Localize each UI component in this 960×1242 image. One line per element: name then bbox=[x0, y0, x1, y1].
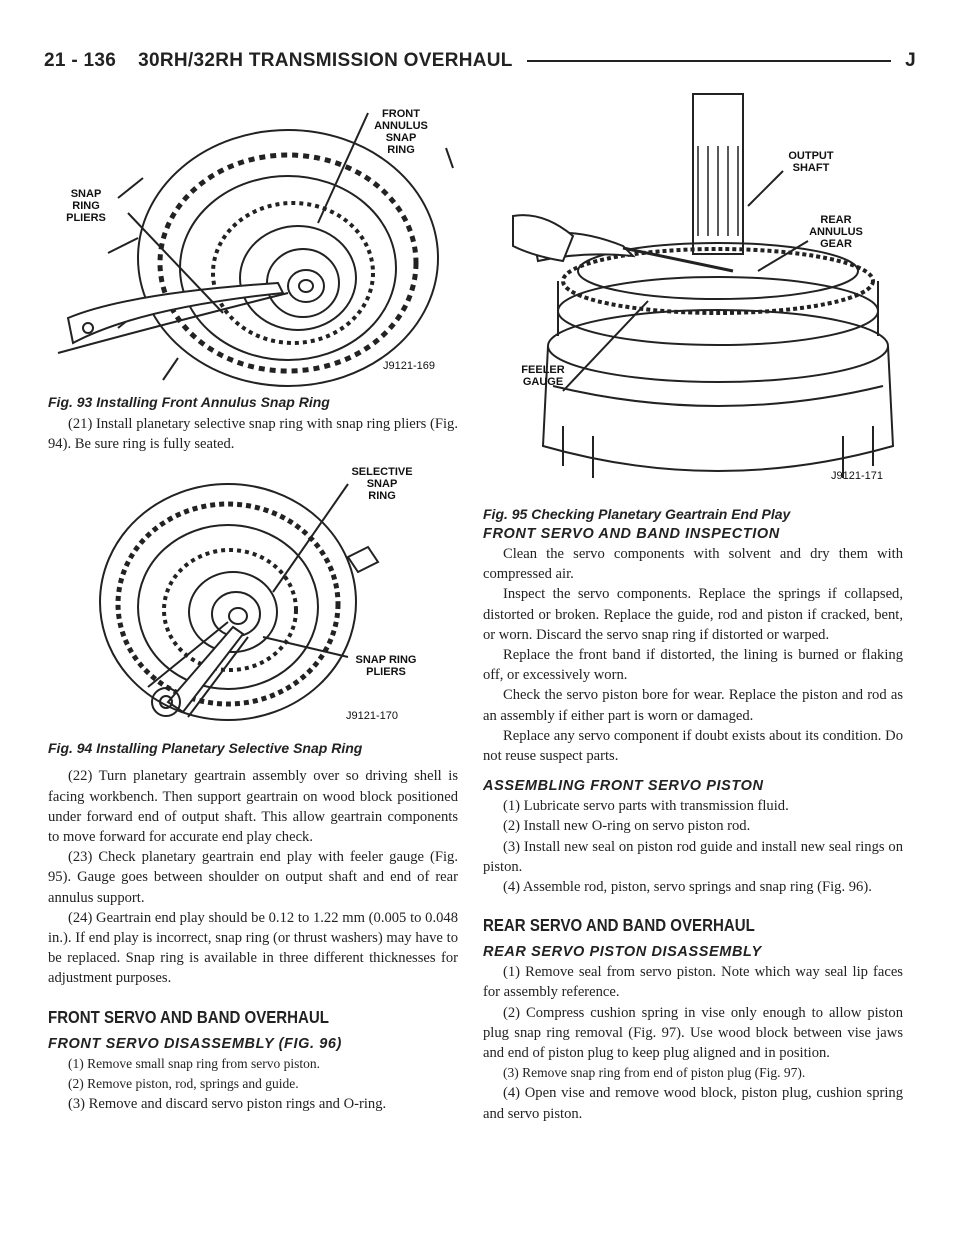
label-snap-ring-pliers: SNAP RING PLIERS bbox=[66, 188, 106, 224]
paragraph-rear-4: (4) Open vise and remove wood block, piston plug, cushion spring and servo piston. bbox=[483, 1085, 903, 1122]
subheading-assembling-front-servo: ASSEMBLING FRONT SERVO PISTON bbox=[483, 778, 764, 795]
paragraph-assembly-2: (2) Install new O-ring on servo piston rod. bbox=[503, 818, 751, 835]
page-header bbox=[44, 44, 916, 78]
page-title: 30RH/32RH TRANSMISSION OVERHAUL bbox=[138, 50, 513, 71]
figure-94-illustration bbox=[48, 462, 458, 734]
label-snap-ring-pliers-94: SNAP RING PLIERS bbox=[355, 654, 417, 679]
paragraph-rear-2: (2) Compress cushion spring in vise only enough to allow piston plug snap ring removal (Fig. 97). Use wood block between vise jaws and end of piston plug to keep plug aligned and in position. bbox=[483, 1004, 903, 1062]
paragraph-disassembly-1: (1) Remove small snap ring from servo piston. bbox=[68, 1055, 320, 1071]
paragraph-step-24: (24) Geartrain end play should be 0.12 to 1.22 mm (0.005 to 0.048 in.). If end play is incorrect, snap ring (or thrust washers) may have to be replaced. Snap ring is available in three different thicknesses for adjustment purposes. bbox=[48, 909, 458, 987]
right-column bbox=[483, 86, 903, 1124]
figure-94 bbox=[48, 462, 458, 734]
label-front-annulus-snap-ring: FRONT ANNULUS SNAP RING bbox=[374, 108, 428, 156]
figure-95-illustration bbox=[483, 86, 903, 494]
paragraph-inspection-5: Replace any servo component if doubt exists about its condition. Do not reuse suspect parts. bbox=[483, 727, 903, 765]
page-number: 21 - 136 bbox=[44, 50, 117, 71]
figure-93 bbox=[48, 88, 458, 388]
paragraph-disassembly-3: (3) Remove and discard servo piston rings and O-ring. bbox=[68, 1096, 387, 1113]
paragraph-step-22: (22) Turn planetary geartrain assembly over so driving shell is facing workbench. Then support geartrain on wood block positioned under forward end of output shaft. This allow geartrain components to move forward for accurate end play check. bbox=[48, 768, 458, 846]
paragraph-step-23: (23) Check planetary geartrain end play with feeler gauge (Fig. 95). Gauge goes between shoulder on output shaft and end of rear annulus support. bbox=[48, 849, 458, 906]
figure-95-caption: Fig. 95 Checking Planetary Geartrain End Play bbox=[483, 506, 791, 522]
paragraph-step-21: (21) Install planetary selective snap ring with snap ring pliers (Fig. 94). Be sure ring is fully seated. bbox=[48, 416, 458, 453]
subheading-rear-servo-disassembly: REAR SERVO PISTON DISASSEMBLY bbox=[483, 944, 762, 961]
paragraph-rear-3: (3) Remove snap ring from end of piston plug (Fig. 97). bbox=[503, 1065, 806, 1081]
subheading-front-servo-disassembly: FRONT SERVO DISASSEMBLY (FIG. 96) bbox=[48, 1035, 342, 1052]
label-feeler-gauge: FEELER GAUGE bbox=[521, 364, 565, 388]
label-output-shaft: OUTPUT SHAFT bbox=[788, 150, 834, 174]
paragraph-inspection-3: Replace the front band if distorted, the lining is burned or flaking off, or excessively worn. bbox=[483, 647, 903, 684]
label-selective-snap-ring: SELECTIVE SNAP RING bbox=[351, 466, 413, 503]
left-column bbox=[48, 88, 458, 1114]
heading-front-servo-overhaul: FRONT SERVO AND BAND OVERHAUL bbox=[48, 1006, 329, 1027]
figure-93-caption: Fig. 93 Installing Front Annulus Snap Ring bbox=[48, 394, 330, 410]
header-rule bbox=[527, 60, 891, 62]
figure-95 bbox=[483, 86, 903, 494]
heading-rear-servo-overhaul: REAR SERVO AND BAND OVERHAUL bbox=[483, 915, 755, 936]
paragraph-inspection-2: Inspect the servo components. Replace the springs if collapsed, distorted or broken. Replace the guide, rod and piston if cracked, bent, or worn. Discard the servo snap ring if distorted or warped. bbox=[483, 586, 903, 643]
paragraph-assembly-3: (3) Install new seal on piston rod guide and install new seal rings on piston. bbox=[483, 838, 903, 875]
figure-93-code: J9121-169 bbox=[383, 360, 435, 372]
paragraph-assembly-1: (1) Lubricate servo parts with transmission fluid. bbox=[503, 798, 789, 815]
section-letter: J bbox=[905, 50, 916, 71]
paragraph-rear-1: (1) Remove seal from servo piston. Note which way seal lip faces for assembly reference. bbox=[483, 964, 903, 1001]
figure-95-code: J9121-171 bbox=[831, 470, 883, 482]
subheading-front-servo-inspection: FRONT SERVO AND BAND INSPECTION bbox=[483, 526, 780, 542]
paragraph-disassembly-2: (2) Remove piston, rod, springs and guide. bbox=[68, 1075, 299, 1091]
paragraph-inspection-4: Check the servo piston bore for wear. Replace the piston and rod as an assembly if either part is worn or damaged. bbox=[483, 687, 903, 724]
paragraph-assembly-4: (4) Assemble rod, piston, servo springs and snap ring (Fig. 96). bbox=[503, 879, 872, 896]
figure-94-caption: Fig. 94 Installing Planetary Selective Snap Ring bbox=[48, 740, 363, 757]
paragraph-inspection-1: Clean the servo components with solvent and dry them with compressed air. bbox=[483, 546, 903, 583]
label-rear-annulus-gear: REAR ANNULUS GEAR bbox=[809, 214, 863, 250]
figure-94-code: J9121-170 bbox=[346, 710, 398, 723]
